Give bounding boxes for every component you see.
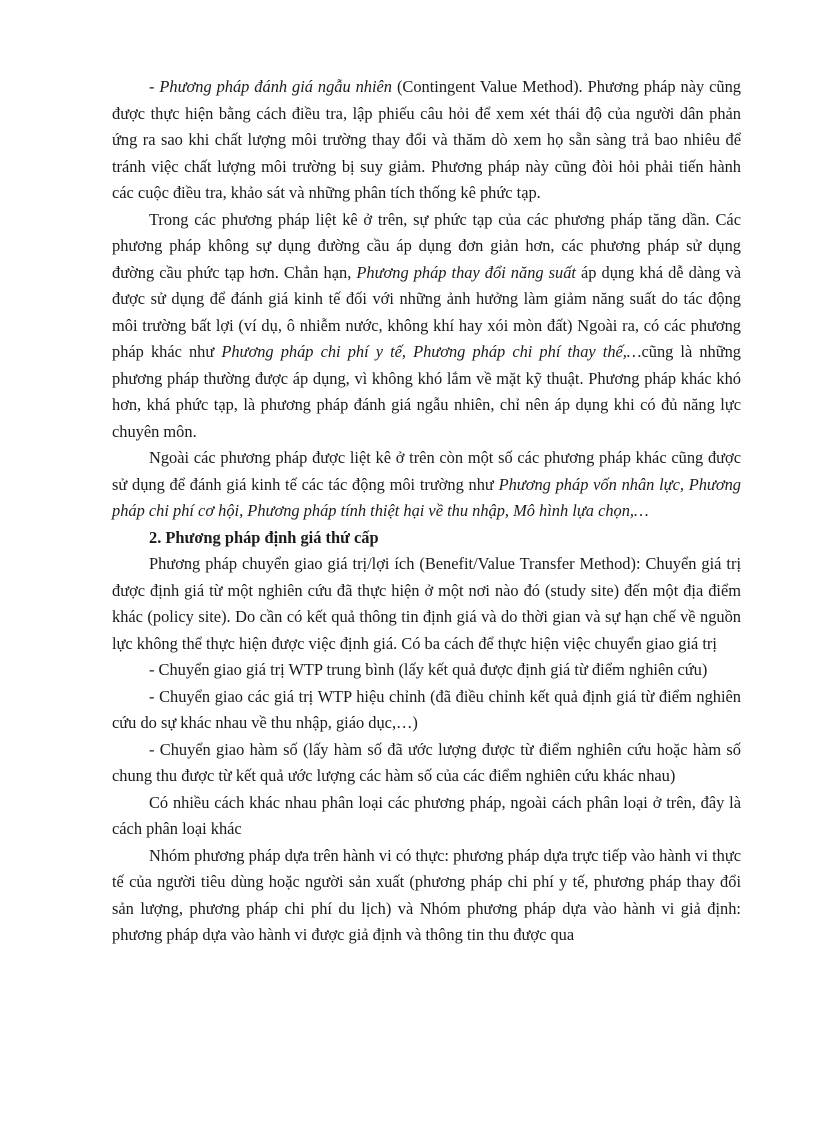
list-item-adjusted-wtp: - Chuyển giao các giá trị WTP hiệu chỉnh (đã điều chỉnh kết quả định giá từ điểm nghiên cứu do sự khác nhau về thu nhập, giáo dục,…) <box>112 686 741 732</box>
text-run: cũng là những phương pháp thường được áp dụng, vì không khó lắm về mặt kỹ thuật. Phương pháp khác khó hơn, khá phức tạp, là phương pháp đánh giá ngẫu nhiên, chỉ nên áp dụng khi có đủ năng lực chuyên môn. <box>112 342 741 441</box>
italic-method-list: Phương pháp vốn nhân lực, Phương pháp chi phí cơ hội, Phương pháp tính thiệt hại về thu nhập, Mô hình lựa chọn,… <box>112 474 741 520</box>
text-run: - <box>149 77 160 96</box>
paragraph-other-methods <box>112 445 741 525</box>
text-run: Ngoài các phương pháp được liệt kê ở trên còn một số các phương pháp khác cũng được sử dụng để đánh giá kinh tế các tác động môi trường như <box>112 448 741 494</box>
paragraph-benefit-transfer: Phương pháp chuyển giao giá trị/lợi ích (Benefit/Value Transfer Method): Chuyển giá trị được định giá từ một nghiên cứu đã thực hiện ở một nơi nào đó (study site) đến một địa điểm khác (policy site). Do cần có kết quả thông tin định giá và do thời gian và sự hạn chế về nguồn lực không thể thực hiện được việc định giá. Có ba cách để thực hiện việc chuyển giao giá trị <box>112 554 741 653</box>
text-run: áp dụng khá dễ dàng và được sử dụng để đánh giá kinh tế đối với những ảnh hưởng làm giảm năng suất do tác động môi trường bất lợi (ví dụ, ô nhiễm nước, không khí hay xói mòn đất) Ngoài ra, có các phương pháp khác như <box>112 262 742 361</box>
list-item-function-transfer: - Chuyển giao hàm số (lấy hàm số đã ước lượng được từ điểm nghiên cứu hoặc hàm số chung thu được từ kết quả ước lượng các hàm số của các điểm nghiên cứu khác nhau) <box>112 739 741 785</box>
text-run: (Contingent Value Method). Phương pháp này cũng được thực hiện bằng cách điều tra, lập phiếu câu hỏi để xem xét thái độ của người dân phản ứng ra sao khi chất lượng môi trường thay đổi và thăm dò xem họ sẵn sàng trả bao nhiêu để tránh việc chất lượng môi trường bị suy giảm. Phương pháp này cũng đòi hỏi phải tiến hành các cuộc điều tra, khảo sát và những phân tích thống kê phức tạp. <box>112 77 741 202</box>
paragraph-contingent-value <box>112 74 741 207</box>
text-run: Trong các phương pháp liệt kê ở trên, sự phức tạp của các phương pháp tăng dần. Các phương pháp không sự dụng đường cầu áp dụng đơn giản hơn, các phương pháp sử dụng đường cầu phức tạp hơn. Chẳn hạn, <box>112 209 741 282</box>
paragraph-classification: Có nhiều cách khác nhau phân loại các phương pháp, ngoài cách phân loại ở trên, đây là cách phân loại khác <box>112 792 741 838</box>
section-heading: 2. Phương pháp định giá thứ cấp <box>149 527 379 547</box>
paragraph-behavior-groups: Nhóm phương pháp dựa trên hành vi có thực: phương pháp dựa trực tiếp vào hành vi thực tế của người tiêu dùng hoặc người sản xuất (phương pháp chi phí y tế, phương pháp thay đổi sản lượng, phương pháp chi phí du lịch) và Nhóm phương pháp dựa vào hành vi giả định: phương pháp dựa vào hành vi được giả định và thông tin thu được qua <box>112 845 741 944</box>
italic-method-name: Phương pháp đánh giá ngẫu nhiên <box>159 77 393 96</box>
italic-method-name: Phương pháp thay đổi năng suất <box>356 262 576 282</box>
paragraph-method-complexity <box>112 207 741 446</box>
document-page <box>112 74 741 949</box>
italic-method-name: Phương pháp chi phí y tế, Phương pháp chi phí thay thế,… <box>221 342 642 361</box>
list-item-mean-wtp: - Chuyển giao giá trị WTP trung bình (lấy kết quả được định giá từ điểm nghiên cứu) <box>149 660 708 679</box>
